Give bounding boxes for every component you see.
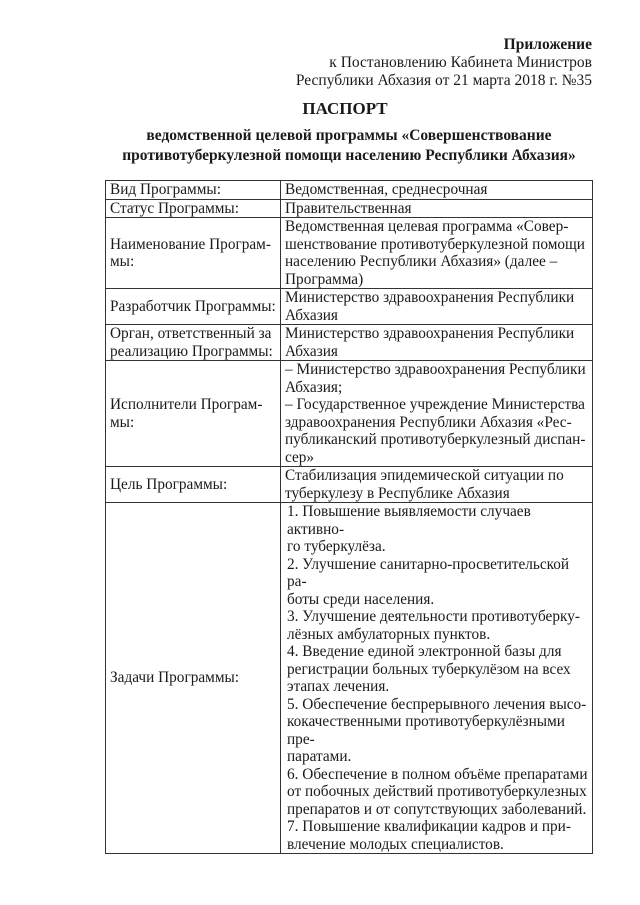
table-row <box>106 503 593 854</box>
row-label: Наименование Програм- мы: <box>106 218 281 289</box>
document-title: ПАСПОРТ <box>302 99 388 118</box>
row-label: Исполнители Програм- мы: <box>106 361 281 467</box>
row-value: Ведомственная, среднесрочная <box>281 181 593 200</box>
appendix-label: Приложение <box>503 36 592 53</box>
table-row <box>106 325 593 361</box>
row-label: Вид Программы: <box>106 181 281 200</box>
table-row <box>106 361 593 467</box>
row-label: Задачи Программы: <box>106 503 281 854</box>
table-row <box>106 181 593 200</box>
row-value: Министерство здравоохранения Республики Абхазия <box>281 325 593 361</box>
row-value: Правительственная <box>281 199 593 218</box>
table-row <box>106 467 593 503</box>
row-label: Статус Программы: <box>106 199 281 218</box>
table-row <box>106 289 593 325</box>
row-label: Разработчик Программы: <box>106 289 281 325</box>
row-value: 1. Повышение выявляемости случаев активно- го туберкулёза. 2. Улучшение санитарно-просветительской ра- боты среди населения. 3. Улучшение деятельности противотуберку- лёзных амбулаторных пунктов. 4. Введение единой электронной базы для регистрации больных туберкулёзом на всех этапах лечения. 5. Обеспечение беспрерывного лечения высо- кокачественными противотуберкулёзными пре- паратами. 6. Обеспечение в полном объёме препаратами от побочных действий противотуберкулезных препаратов и от сопутствующих заболеваний. 7. Повышение квалификации кадров и при- влечение молодых специалистов. <box>281 503 593 854</box>
row-value: Ведомственная целевая программа «Совер- шенствование противотуберкулезной помощи населению Республики Абхазия» (далее – Программа) <box>281 218 593 289</box>
row-value: – Министерство здравоохранения Республики Абхазия; – Государственное учреждение Министерства здравоохранения Республики Абхазия «Рес- публиканский противотуберкулезный диспан- сер» <box>281 361 593 467</box>
table-row <box>106 199 593 218</box>
appendix-reference-line2: Республики Абхазия от 21 марта 2018 г. №35 <box>295 72 592 89</box>
row-value: Стабилизация эпидемической ситуации по туберкулезу в Республике Абхазия <box>281 467 593 503</box>
row-label: Орган, ответственный за реализацию Программы: <box>106 325 281 361</box>
passport-table <box>105 180 593 854</box>
appendix-reference-line1: к Постановлению Кабинета Министров <box>329 54 592 71</box>
table-row <box>106 218 593 289</box>
row-value: Министерство здравоохранения Республики Абхазия <box>281 289 593 325</box>
row-label: Цель Программы: <box>106 467 281 503</box>
document-subtitle: ведомственной целевой программы «Совершенствование противотуберкулезной помощи населению Республики Абхазия» <box>122 127 576 164</box>
